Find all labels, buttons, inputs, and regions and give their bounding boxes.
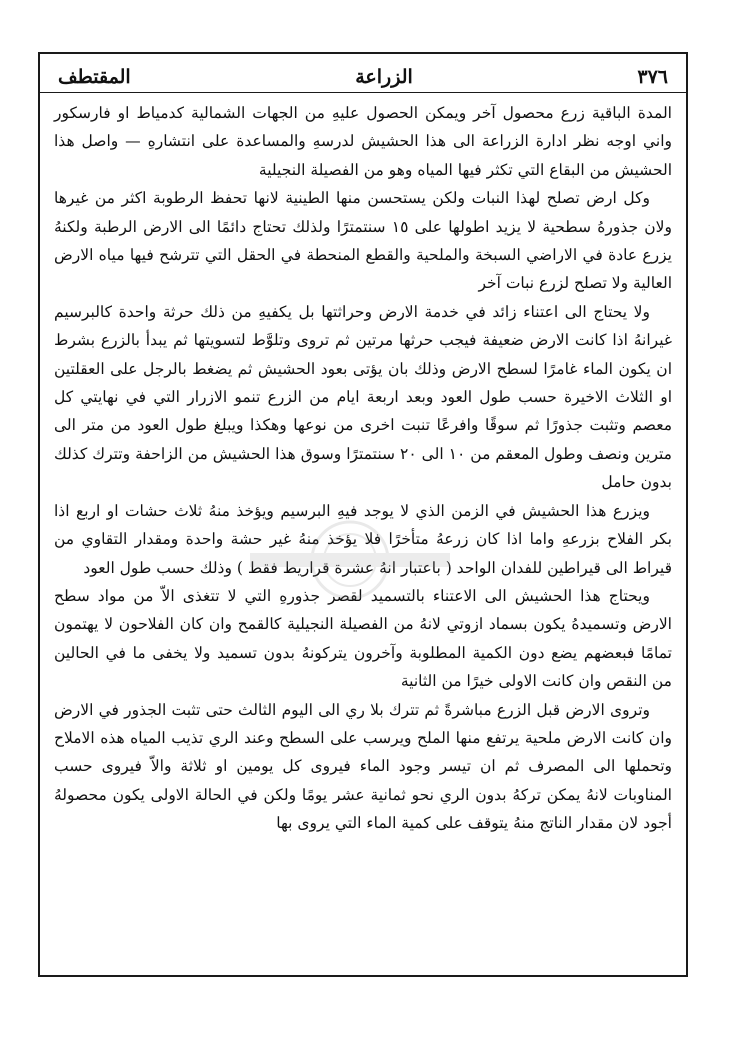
paragraph: وتروى الارض قبل الزرع مباشرةً ثم تترك بلا ري الى اليوم الثالث حتى تثبت الجذور في الارض وان كانت الارض ملحية يرتفع منها الملح ويرسب على السطح وعند الري تذيب المياه هذه الاملاح وتحملها الى المصرف ثم ان تيسر وجود الماء فيروى كل يومين او ثلاثة والاّ فيروى حسب المناوبات لانهُ يمكن تركهُ بدون الري نحو ثمانية عشر يومًا ولكن في الحالة الاولى يكون محصولهُ أجود لان مقدار الناتج منهُ يتوقف على كمية الماء التي يروى بها [54, 700, 672, 833]
paragraph: المدة الباقية زرع محصول آخر ويمكن الحصول عليهِ من الجهات الشمالية كدمياط او فارسكور واني اوجه نظر ادارة الزراعة الى هذا الحشيش لدرسهِ والمساعدة على انتشارهِ — واصل هذا الحشيش من البقاع التي تكثر فيها المياه وهو من الفصيلة النجيلية [54, 104, 672, 179]
paragraph: وكل ارض تصلح لهذا النبات ولكن يستحسن منها الطينية لانها تحفظ الرطوبة اكثر من غيرها ولان جذورهُ سطحية لا يزيد اطولها على ١٥ سنتمترًا ولذلك تحتاج دائمًا الى الارض الرطبة ولكنهُ يزرع عادة في الاراضي السبخة والملحية والقطع المنحطة في الحقل التي تترشح فيها مياه الارض العالية ولا تصلح لزرع نبات آخر [54, 189, 672, 293]
section-title: الزراعة [355, 66, 413, 88]
paragraph: ويزرع هذا الحشيش في الزمن الذي لا يوجد فيهِ البرسيم ويؤخذ منهُ ثلاث حشات او اربع اذا بكر الفلاح بزرعهِ واما اذا كان زرعهُ متأخرًا فلا يؤخذ منهُ غير حشة واحدة ومقدار التقاوي من قيراط الى قيراطين للفدان الواحد ( باعتبار انهُ عشرة قراريط فقط ) وذلك حسب طول العود [54, 501, 672, 577]
article-body [54, 99, 672, 838]
page-number: ٣٧٦ [637, 66, 668, 88]
paragraph: ويحتاج هذا الحشيش الى الاعتناء بالتسميد لقصر جذورهِ التي لا تتغذى الاّ من مواد سطح الارض وتسميدهُ يكون بسماد ازوتي لانهُ من الفصيلة النجيلية كالقمح وان كان الفلاحون لا يهتمون تمامًا فبعضهم يضع دون الكمية المطلوبة وآخرون يتركونهُ بدون تسميد ولا يخفى ما في الحالين من النقص وان كانت الاولى خيرًا من الثانية [54, 586, 672, 691]
journal-title: المقتطف [58, 66, 131, 88]
page-frame [38, 52, 688, 977]
running-header [40, 62, 686, 93]
paragraph: ولا يحتاج الى اعتناء زائد في خدمة الارض وحراثتها بل يكفيهِ من ذلك حرثة واحدة كالبرسيم غيرانهُ اذا كانت الارض ضعيفة فيجب حرثها مرتين ثم تروى وتلوَّط لتسويتها ثم يبدأ بالزرع بشرط ان يكون الماء غامرًا لسطح الارض وذلك بان يؤتى بعود الحشيش ثم يضغط بالرجل على العقلتين او الثلاث الاخيرة حسب طول العود وبعد اربعة ايام من الزرع تنمو الازرار التي في نهايتي كل معصم وتثبت جذورًا ثم سوقًا وافرعًا تنبت اخرى من نوعها وهكذا ويبلغ طول العود من متر الى مترين ونصف وطول المعقم من ١٠ الى ٢٠ سنتمترًا وسوق هذا الحشيش من الزاحفة وتترك كذلك بدون حامل [54, 302, 672, 492]
